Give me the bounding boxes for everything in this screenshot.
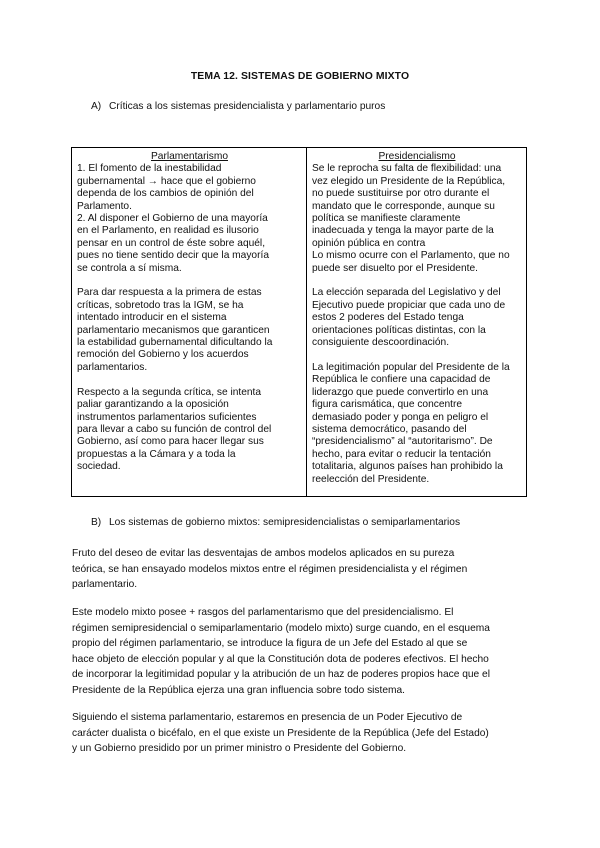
text-line: régimen semipresidencial o semiparlamentario (modelo mixto) surge cuando, en el esquema [72, 622, 490, 634]
left-paragraph-3 [77, 387, 302, 474]
page-title: TEMA 12. SISTEMAS DE GOBIERNO MIXTO [190, 71, 410, 82]
text-line: Presidente de la República ejerza una gran influencia sobre todo sistema. [72, 684, 405, 696]
comparison-table [71, 147, 527, 497]
text-line: Siguiendo el sistema parlamentario, estaremos en presencia de un Poder Ejecutivo de [72, 712, 463, 723]
text-line: parlamentario. [72, 579, 138, 591]
text-line: propuestas a la Cámara y a toda la [77, 448, 236, 460]
text-line: Este modelo mixto posee + rasgos del parlamentarismo que del presidencialismo. El [72, 607, 454, 618]
text-line: puede ser disuelto por el Presidente. [312, 262, 478, 274]
text-line: no puede sustituirse por otro durante el [312, 188, 490, 200]
section-b-text: Los sistemas de gobierno mixtos: semipresidencialistas o semiparlamentarios [109, 517, 461, 528]
text-line: opinión pública en contra [312, 237, 426, 249]
text-line: carácter dualista o bicéfalo, en el que existe un Presidente de la República (Jefe del Estado) [72, 727, 489, 739]
presidencialismo-column [307, 148, 527, 497]
text-line: 1. El fomento de la inestabilidad [77, 163, 222, 175]
text-line: Fruto del deseo de evitar las desventajas de ambos modelos aplicados en su pureza [72, 548, 455, 559]
text-line: totalitaria, algunos países han prohibido la [312, 461, 503, 473]
body-paragraph-1 [72, 546, 542, 593]
text-line: pensar en un control de éste sobre aquél, [77, 237, 266, 249]
text-line: Parlamento. [77, 200, 132, 212]
text-line: demasiado poder y ponga en peligro el [312, 411, 489, 423]
text-line: instrumentos parlamentarios suficientes [77, 411, 257, 423]
text-line: propio del régimen parlamentario, se introduce la figura de un Jefe del Estado al que se [72, 638, 468, 650]
text-line: 2. Al disponer el Gobierno de una mayoría [77, 213, 268, 225]
text-line: Respecto a la segunda crítica, se intenta [77, 386, 262, 398]
text-line: vez elegido un Presidente de la República, [312, 175, 506, 187]
text-line: parlamentario mecanismos que garanticen [77, 324, 270, 336]
text-line: República le confiere una capacidad de [312, 374, 491, 386]
text-line: Ejecutivo puede propiciar que cada uno de [312, 299, 506, 311]
text-line: estos 2 poderes del Estado tenga [312, 312, 464, 324]
section-a-letter: A) [91, 101, 102, 112]
text-line: mandato que le corresponde, aunque su [312, 200, 495, 212]
text-line: de incorporar la legitimidad popular y la atribución de un haz de poderes propios hace que el [72, 669, 490, 681]
text-line: política se manifieste claramente [312, 213, 461, 225]
text-line: sistema democrático, pasando del [312, 423, 467, 435]
text-line: consiguiente descoordinación. [312, 337, 450, 349]
text-line: Se le reprocha su falta de flexibilidad: una [312, 163, 502, 175]
parlamentarismo-header: Parlamentarismo [151, 151, 228, 162]
text-line: críticas, sobretodo tras la IGM, se ha [77, 299, 244, 311]
text-line: se controla a sí misma. [77, 262, 182, 274]
text-line: paliar garantizando a la oposición [77, 399, 229, 411]
right-paragraph-1 [312, 163, 522, 275]
section-a-heading [91, 101, 385, 112]
text-line: remoción del Gobierno y los acuerdos [77, 349, 249, 361]
text-line: dependa de los cambios de opinión del [77, 188, 254, 200]
text-line: para llevar a cabo su función de control del [77, 423, 272, 435]
body-paragraph-3 [72, 710, 542, 757]
text-line: teórica, se han ensayado modelos mixtos entre el régimen presidencialista y el régimen [72, 563, 468, 575]
text-line: Para dar respuesta a la primera de estas [77, 287, 262, 299]
text-line: y un Gobierno presidido por un primer ministro o Presidente del Gobierno. [72, 743, 407, 755]
text-line: hace objeto de elección popular y al que la Constitución dota de poderes efectivos. El hecho [72, 653, 489, 665]
left-paragraph-2 [77, 287, 302, 374]
text-line: Lo mismo ocurre con el Parlamento, que no [312, 250, 510, 262]
text-line: La elección separada del Legislativo y del [312, 287, 501, 299]
presidencialismo-header: Presidencialismo [378, 151, 456, 162]
text-line: en el Parlamento, en realidad es ilusorio [77, 225, 259, 237]
text-line: Gobierno, así como para hacer llegar sus [77, 436, 264, 448]
right-paragraph-2 [312, 287, 522, 349]
text-line: inadecuada y tenga la mayor parte de la [312, 225, 494, 237]
parlamentarismo-column [72, 148, 307, 497]
text-line: figura carismática, que concentre [312, 399, 463, 411]
right-paragraph-3 [312, 362, 522, 486]
text-line: reelección del Presidente. [312, 473, 430, 485]
section-a-text: Críticas a los sistemas presidencialista y parlamentario puros [109, 101, 386, 112]
text-line: pues no tiene sentido decir que la mayoría [77, 250, 269, 262]
section-b-heading [91, 517, 460, 528]
text-line: parlamentarios. [77, 361, 148, 373]
text-line: La legitimación popular del Presidente de la [312, 361, 510, 373]
text-line: “presidencialismo” al “autoritarismo”. De [312, 436, 493, 448]
left-paragraph-1 [77, 163, 302, 275]
text-line: liderazgo que puede convertirlo en una [312, 386, 489, 398]
text-line: orientaciones políticas distintas, con la [312, 324, 486, 336]
section-b-letter: B) [91, 517, 102, 528]
text-line: intentado introducir en el sistema [77, 312, 227, 324]
text-line: sociedad. [77, 461, 121, 473]
text-line: hecho, para evitar o reducir la tentación [312, 448, 491, 460]
text-line: gubernamental → hace que el gobierno [77, 175, 256, 187]
text-line: la estabilidad gubernamental dificultando la [77, 337, 273, 349]
body-paragraph-2 [72, 605, 542, 699]
